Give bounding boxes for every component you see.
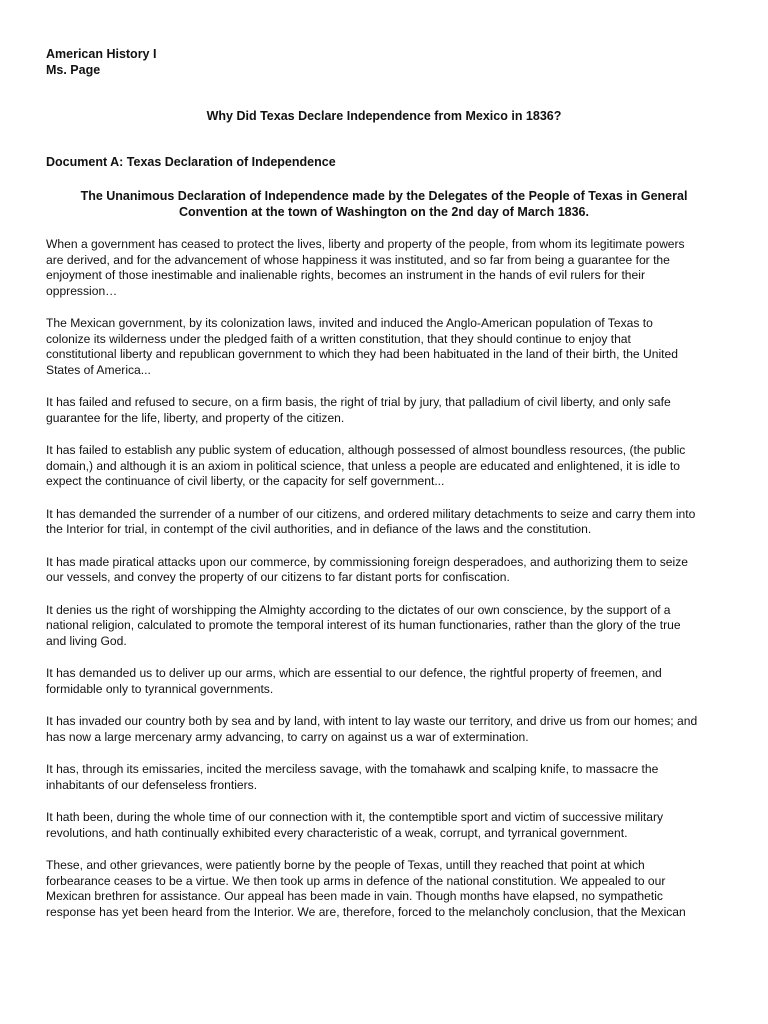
document-heading: [60, 188, 708, 220]
body-paragraph: [46, 443, 726, 490]
body-paragraph: [46, 858, 726, 920]
body-paragraph: [46, 555, 726, 586]
paragraph-line: These, and other grievances, were patiently borne by the people of Texas, untill they reached that point at which: [46, 858, 645, 872]
paragraph-line: It hath been, during the whole time of our connection with it, the contemptible sport and victim of successive military: [46, 810, 664, 824]
document-heading-line: The Unanimous Declaration of Independence made by the Delegates of the People of Texas in General: [80, 189, 688, 203]
paragraph-line: It has failed to establish any public system of education, although possessed of almost boundless resources, (the public: [46, 443, 686, 457]
document-label: Document A: Texas Declaration of Independence: [46, 155, 336, 169]
body-paragraph: [46, 316, 726, 378]
body-paragraph: [46, 762, 726, 793]
paragraph-line: forbearance ceases to be a virtue. We then took up arms in defence of the national constitution. We appealed to our: [46, 873, 666, 888]
paragraph-line: When a government has ceased to protect the lives, liberty and property of the people, from whom its legitimate powers: [46, 237, 685, 251]
paragraph-line: It has made piratical attacks upon our commerce, by commissioning foreign desperadoes, and authorizing them to seize: [46, 554, 688, 569]
paragraph-line: guarantee for the life, liberty, and property of the citizen.: [46, 410, 345, 425]
paragraph-line: has now a large mercenary army advancing, to carry on against us a war of extermination.: [46, 729, 529, 744]
paragraph-line: national religion, calculated to promote the temporal interest of its human functionaries, rather than the glory of the true: [46, 618, 681, 632]
page-title: Why Did Texas Declare Independence from Mexico in 1836?: [206, 109, 562, 123]
body-paragraph: [46, 603, 726, 650]
body-paragraph: [46, 507, 726, 538]
paragraph-line: our vessels, and convey the property of our citizens to far distant ports for confiscation.: [46, 570, 510, 584]
paragraph-line: It has invaded our country both by sea and by land, with intent to lay waste our territory, and drive us from our homes; and: [46, 714, 698, 728]
paragraph-line: constitutional liberty and republican government to which they had been habituated in the land of their birth, the United: [46, 347, 678, 361]
paragraph-line: revolutions, and hath continually exhibited every characteristic of a weak, corrupt, and tyrranical government.: [46, 825, 628, 840]
paragraph-line: domain,) and although it is an axiom in political science, that unless a people are educated and enlightened, it is idle to: [46, 458, 680, 473]
paragraph-line: It has, through its emissaries, incited the merciless savage, with the tomahawk and scalping knife, to massacre the: [46, 762, 659, 776]
body-paragraph: [46, 714, 726, 745]
paragraph-line: colonize its wilderness under the pledged faith of a written constitution, that they should continue to enjoy that: [46, 331, 631, 346]
paragraph-line: response has yet been heard from the Interior. We are, therefore, forced to the melancholy conclusion, that the Mexican: [46, 904, 686, 919]
paragraph-line: are derived, and for the advancement of whose happiness it was instituted, and so far from being a guarantee for the: [46, 252, 670, 267]
course-name: American History I: [46, 47, 157, 61]
paragraph-line: It has demanded us to deliver up our arms, which are essential to our defence, the rightful property of freemen, and: [46, 666, 662, 680]
paragraph-line: oppression…: [46, 283, 118, 298]
paragraph-line: expect the continuance of civil liberty, or the capacity for self government...: [46, 474, 445, 488]
header-block: [46, 46, 156, 78]
paragraph-line: enjoyment of those inestimable and inalienable rights, becomes an instrument in the hands of evil rulers for their: [46, 268, 645, 282]
body-paragraph: [46, 666, 726, 697]
document-body: [46, 237, 726, 937]
body-paragraph: [46, 810, 726, 841]
paragraph-line: The Mexican government, by its colonization laws, invited and induced the Anglo-American population of Texas to: [46, 316, 653, 330]
document-heading-line: Convention at the town of Washington on the 2nd day of March 1836.: [179, 205, 589, 219]
paragraph-line: It has demanded the surrender of a number of our citizens, and ordered military detachments to seize and carry them into: [46, 506, 696, 521]
paragraph-line: It denies us the right of worshipping the Almighty according to the dictates of our own conscience, by the support of a: [46, 602, 671, 617]
paragraph-line: inhabitants of our defenseless frontiers.: [46, 777, 258, 792]
paragraph-line: Mexican brethren for assistance. Our appeal has been made in vain. Though months have elapsed, no sympathetic: [46, 889, 663, 903]
paragraph-line: the Interior for trial, in contempt of the civil authorities, and in defiance of the laws and the constitution.: [46, 522, 592, 536]
paragraph-line: formidable only to tyrannical governments.: [46, 681, 274, 696]
paragraph-line: and living God.: [46, 633, 127, 648]
body-paragraph: [46, 237, 726, 299]
paragraph-line: States of America...: [46, 362, 151, 377]
teacher-name: Ms. Page: [46, 63, 101, 77]
body-paragraph: [46, 395, 726, 426]
paragraph-line: It has failed and refused to secure, on a firm basis, the right of trial by jury, that palladium of civil liberty, and only safe: [46, 395, 671, 409]
